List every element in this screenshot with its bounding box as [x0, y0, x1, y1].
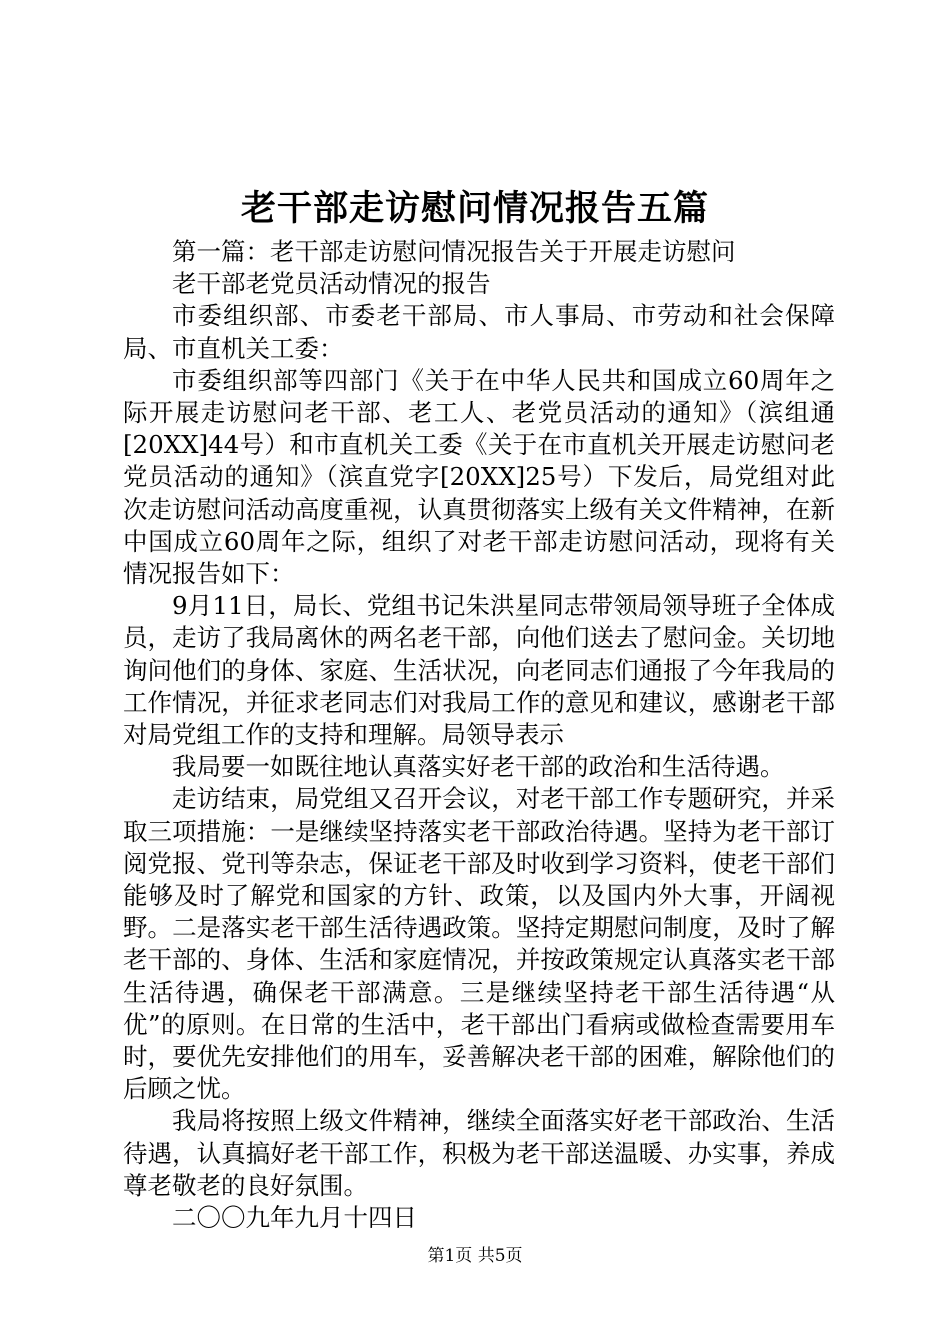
paragraph-conclusion: 我局将按照上级文件精神，继续全面落实好老干部政治、生活待遇，认真搞好老干部工作，积极为老干部送温暖、办实事，养成尊老敬老的良好氛围。 — [123, 1106, 835, 1200]
paragraph-heading-1: 第一篇：老干部走访慰问情况报告关于开展走访慰问 — [172, 237, 736, 266]
paragraph-background: 市委组织部等四部门《关于在中华人民共和国成立60周年之际开展走访慰问老干部、老工人、老党员活动的通知》（滨组通[20XX]44号）和市直机关工委《关于在市直机关开展走访慰问老党员活动的通知》（滨直党字[20XX]25号）下发后，局党组对此次走访慰问活动高度重视，认真贯彻落实上级有关文件精神，在新中国成立60周年之际，组织了对老干部走访慰问活动，现将有关情况报告如下： — [123, 365, 835, 589]
document-body — [123, 206, 835, 1234]
paragraph-visit: 9月11日，局长、党组书记朱洪星同志带领局领导班子全体成员，走访了我局离休的两名老干部，向他们送去了慰问金。关切地询问他们的身体、家庭、生活状况，向老同志们通报了今年我局的工作情况，并征求老同志们对我局工作的意见和建议，感谢老干部对局党组工作的支持和理解。局领导表示 — [123, 591, 835, 750]
page-indicator: 第1页 共5页 — [427, 1246, 523, 1266]
paragraph-date: 二〇〇九年九月十四日 — [172, 1203, 417, 1233]
paragraph-heading-2: 老干部老党员活动情况的报告 — [172, 269, 491, 299]
paragraph-addressees: 市委组织部、市委老干部局、市人事局、市劳动和社会保障局、市直机关工委： — [123, 301, 835, 363]
paragraph-commitment: 我局要一如既往地认真落实好老干部的政治和生活待遇。 — [172, 752, 785, 782]
paragraph-measures: 走访结束，局党组又召开会议，对老干部工作专题研究，并采取三项措施：一是继续坚持落实老干部政治待遇。坚持为老干部订阅党报、党刊等杂志，保证老干部及时收到学习资料，使老干部们能够及时了解党和国家的方针、政策，以及国内外大事，开阔视野。二是落实老干部生活待遇政策。坚持定期慰问制度，及时了解老干部的、身体、生活和家庭情况，并按政策规定认真落实老干部生活待遇，确保老干部满意。三是继续坚持老干部生活待遇“从优”的原则。在日常的生活中，老干部出门看病或做检查需要用车时，要优先安排他们的用车，妥善解决老干部的困难，解除他们的后顾之忧。 — [123, 784, 835, 1104]
document-title: 老干部走访慰问情况报告五篇 — [240, 188, 709, 229]
